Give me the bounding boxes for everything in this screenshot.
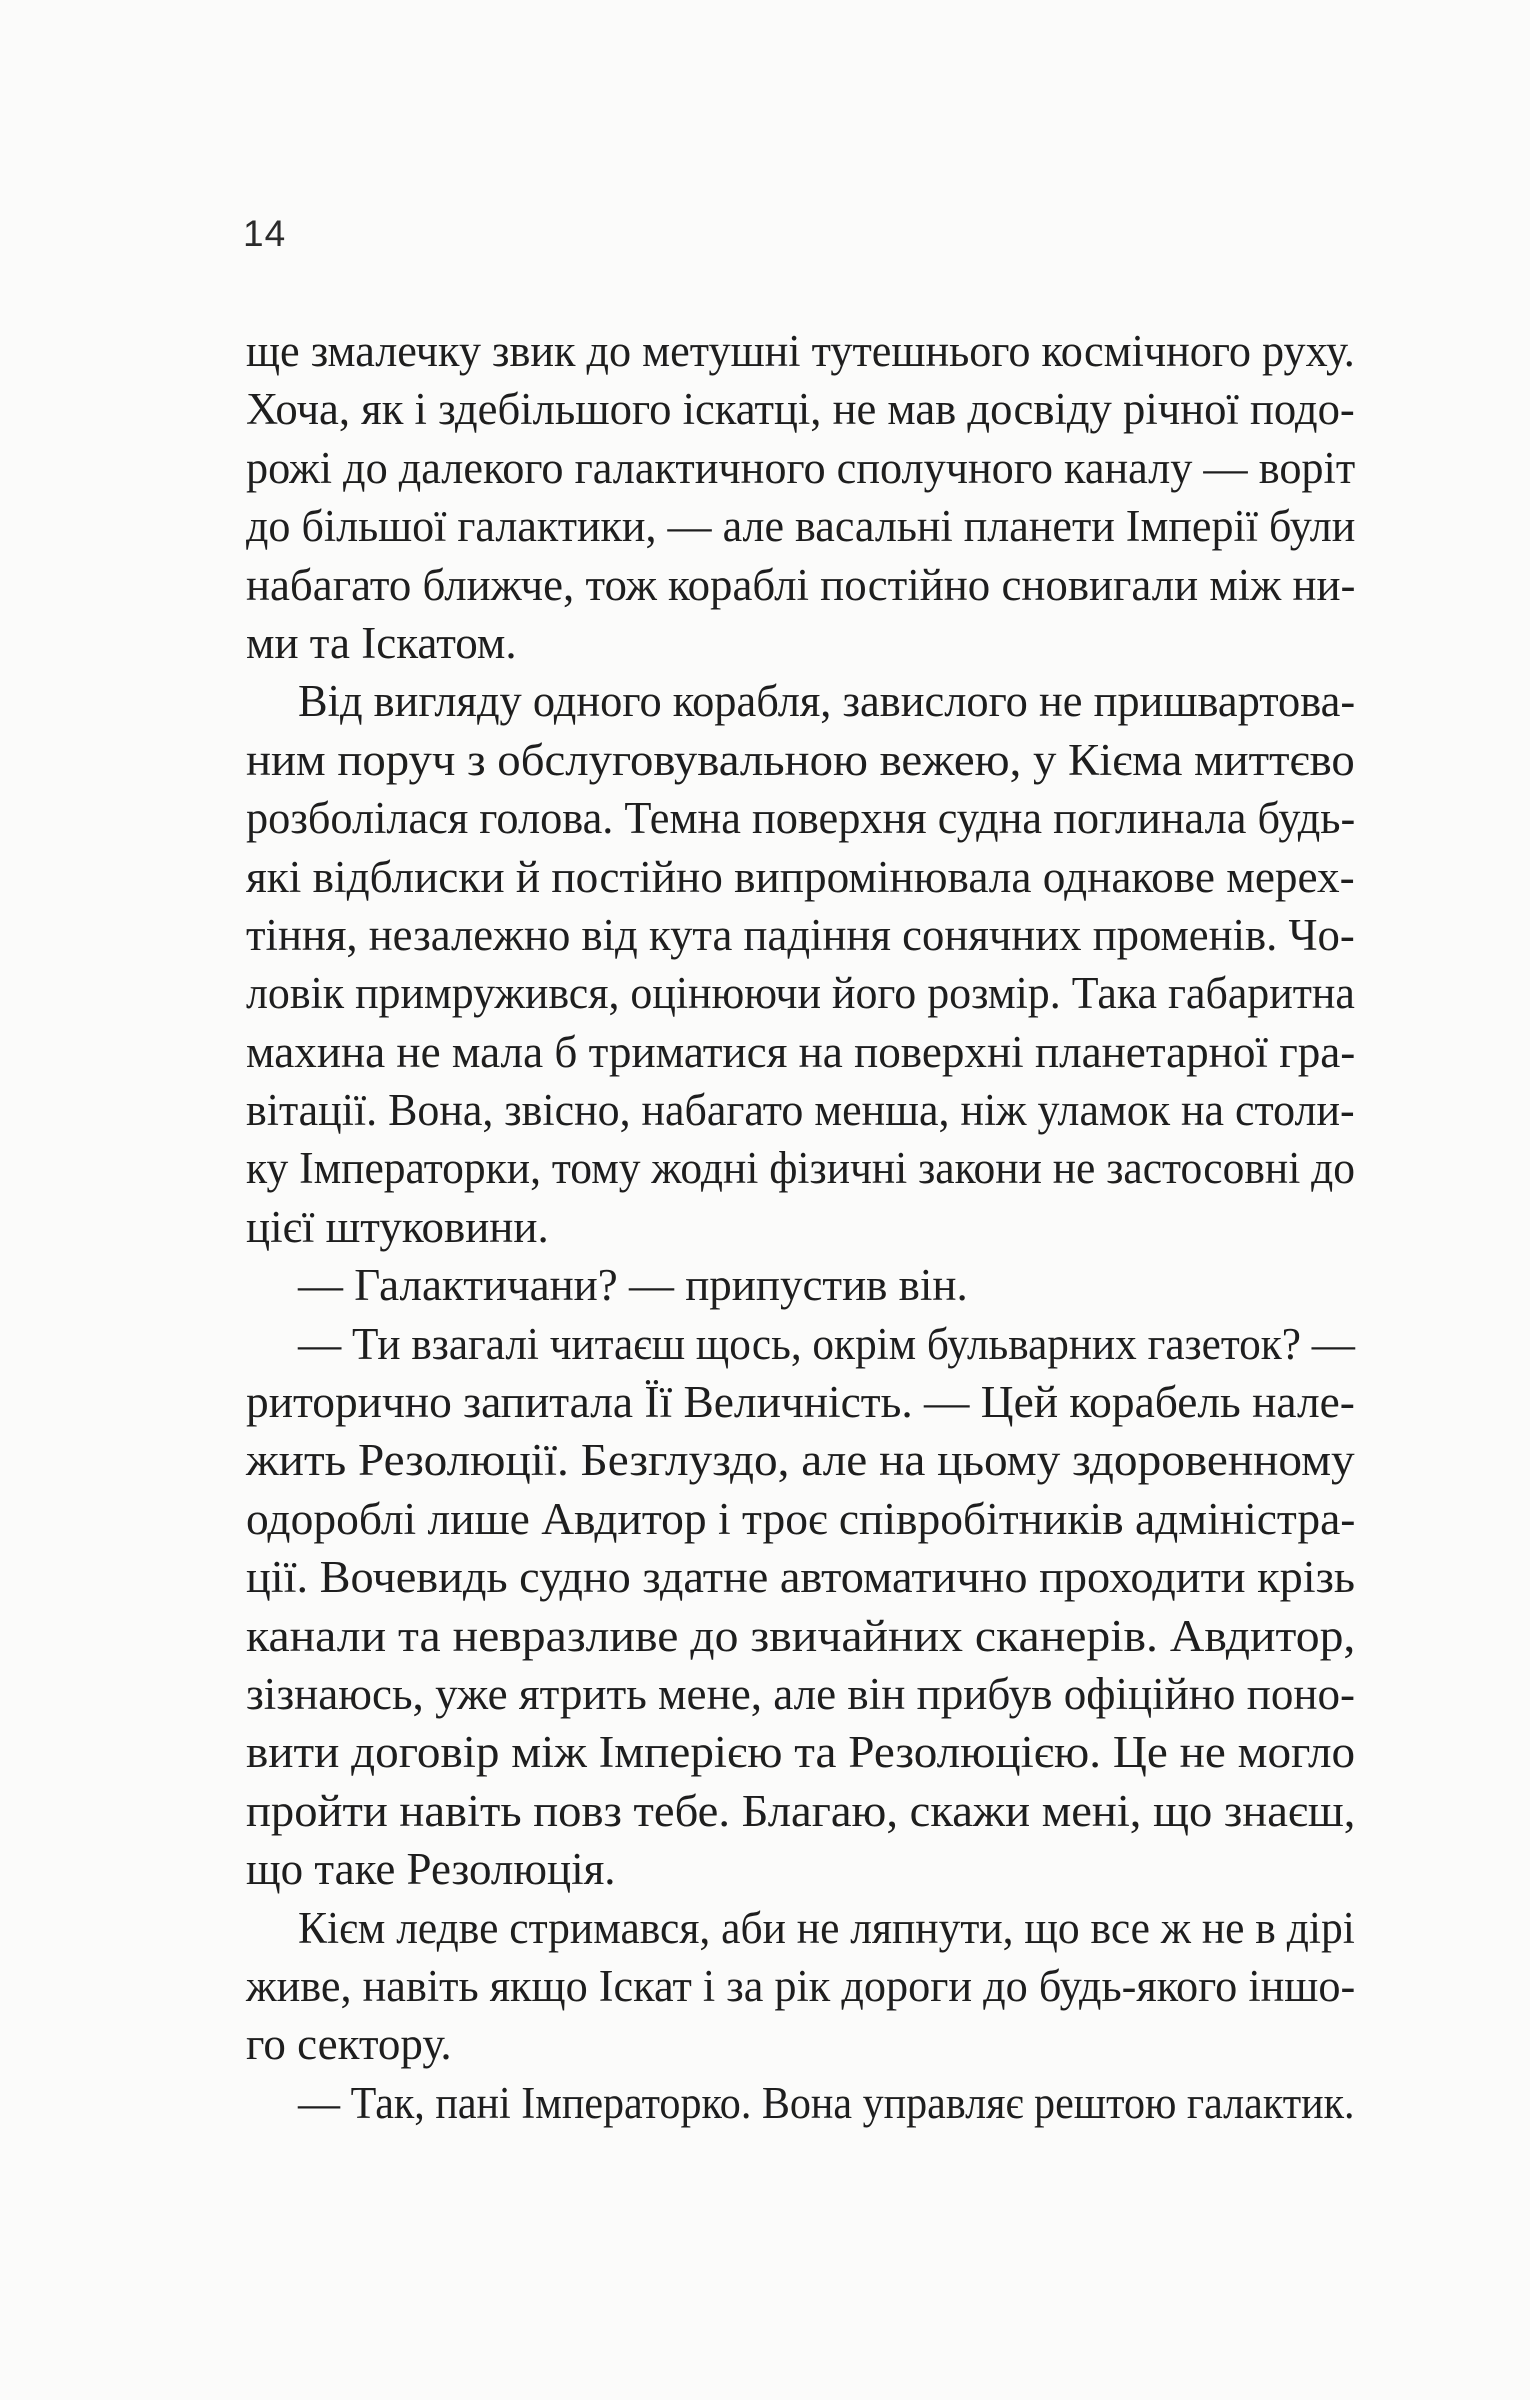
text-line: — Так, пані Імператорко. Вона управляє рештою галактик.: [298, 2077, 1355, 2128]
text-line: махина не мала б триматися на поверхні планетарної гра-: [246, 1026, 1356, 1077]
text-line: ловік примружився, оцінюючи його розмір. Така габаритна: [246, 968, 1355, 1019]
text-block: [246, 322, 1355, 2132]
text-line: риторично запитала Її Величність. — Цей корабель нале-: [246, 1377, 1355, 1428]
text-line: ми та Іскатом.: [246, 617, 517, 668]
text-line: вити договір між Імперією та Резолюцією. Це не могло: [246, 1727, 1356, 1778]
text-line: Кієм ледве стримався, аби не ляпнути, що все ж не в дірі: [298, 1902, 1355, 1953]
text-line: тіння, незалежно від кута падіння сонячних променів. Чо-: [246, 909, 1355, 960]
text-line: вітації. Вона, звісно, набагато менша, ніж уламок на столи-: [246, 1085, 1355, 1136]
text-line: які відблиски й постійно випромінювала однакове мерех-: [246, 851, 1355, 902]
text-line: пройти навіть повз тебе. Благаю, скажи мені, що знаєш,: [246, 1785, 1356, 1836]
text-line: рожі до далекого галактичного сполучного каналу — воріт: [246, 442, 1356, 493]
text-line: живе, навіть якщо Іскат і за рік дороги до будь-якого іншо-: [246, 1960, 1356, 2011]
text-line: одороблі лише Авдитор і троє співробітників адміністра-: [246, 1493, 1356, 1544]
text-line: — Ти взагалі читаєш щось, окрім бульварних газеток? —: [298, 1318, 1356, 1369]
text-line: ку Імператорки, тому жодні фізичні закони не застосовні до: [246, 1143, 1356, 1194]
text-line: набагато ближче, тож кораблі постійно сновигали між ни-: [246, 559, 1356, 610]
text-line: ще змалечку звик до метушні тутешнього космічного руху.: [246, 326, 1355, 376]
text-line: канали та невразливе до звичайних сканерів. Авдитор,: [246, 1610, 1356, 1661]
text-line: зізнаюсь, уже ятрить мене, але він прибув офіційно поно-: [246, 1668, 1356, 1719]
text-line: цієї штуковини.: [246, 1201, 549, 1252]
text-line: Хоча, як і здебільшого іскатці, не мав досвіду річної подо-: [246, 384, 1355, 435]
text-line: розболілася голова. Темна поверхня судна поглинала будь-: [246, 793, 1356, 844]
text-line: жить Резолюції. Безглуздо, але на цьому здоровенному: [246, 1435, 1355, 1486]
text-line: ції. Вочевидь судно здатне автоматично проходити крізь: [246, 1552, 1356, 1603]
text-line: ним поруч з обслуговувальною вежею, у Кієма миттєво: [246, 734, 1355, 785]
text-line: до більшої галактики, — але васальні планети Імперії були: [246, 501, 1356, 552]
text-line: го сектору.: [246, 2019, 452, 2070]
page-number: 14: [243, 213, 287, 254]
text-line: що таке Резолюція.: [246, 1844, 616, 1895]
text-line: — Галактичани? — припустив він.: [298, 1260, 968, 1311]
text-line: Від вигляду одного корабля, завислого не пришвартова-: [298, 676, 1356, 727]
